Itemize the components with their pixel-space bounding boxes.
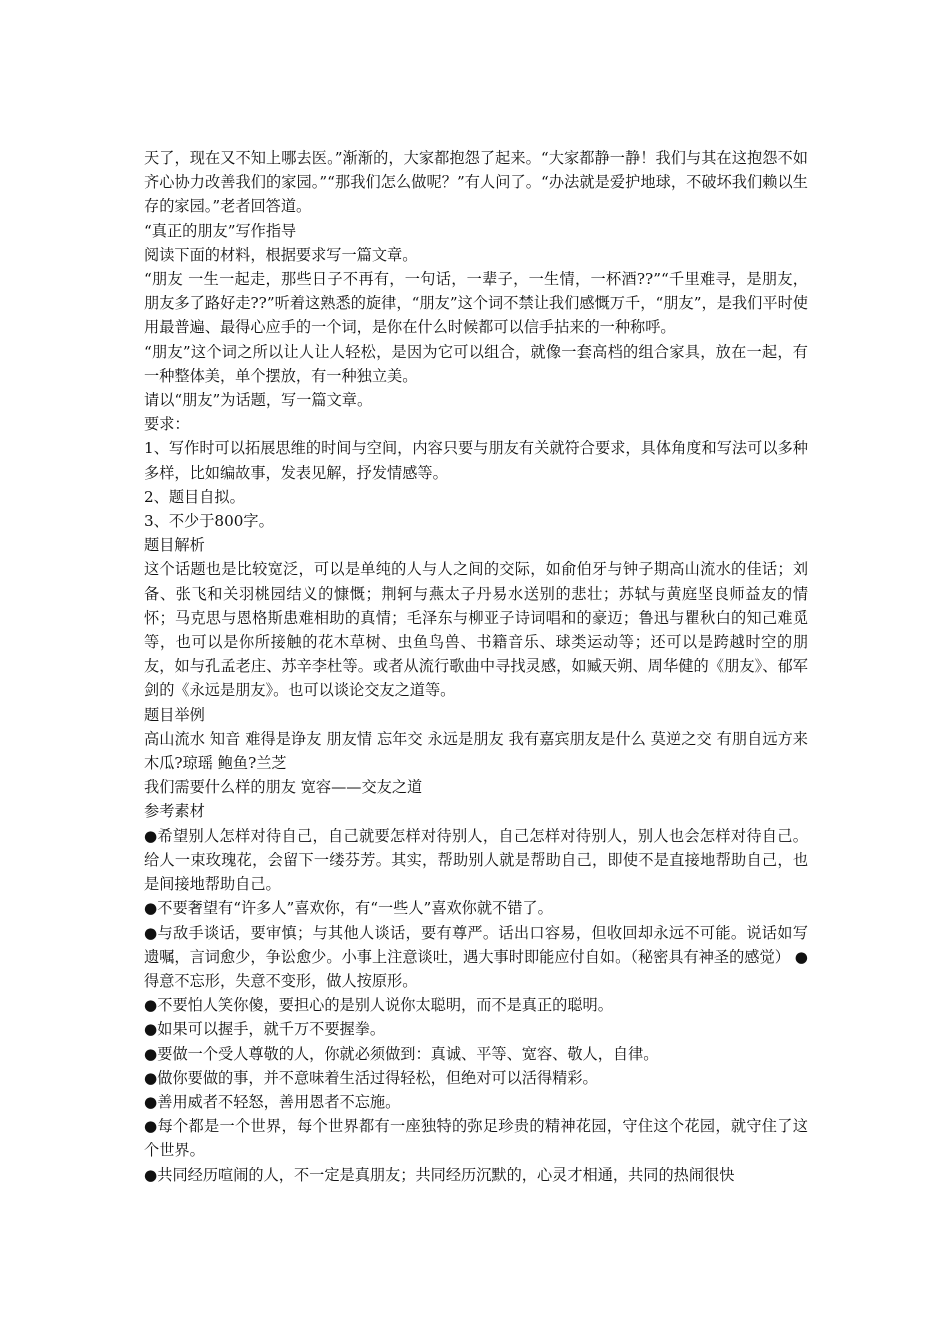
list-item: ●要做一个受人尊敬的人，你就必须做到：真诚、平等、宽容、敬人，自律。	[144, 1044, 659, 1063]
paragraph: “朋友 一生一起走，那些日子不再有，一句话，一辈子，一生情，一杯酒??”“千里难寻，是朋友，朋友多了路好走??”听着这熟悉的旋律，“朋友”这个词不禁让我们感慨万千，“朋友”，是我们平时使用最普遍、最得心应手的一个词，是你在什么时候都可以信手拈来的一种称呼。	[144, 270, 808, 337]
list-item: ●善用威者不轻怒，善用恩者不忘施。	[144, 1092, 401, 1111]
list-item: ●希望别人怎样对待自己，自己就要怎样对待别人，自己怎样对待别人，别人也会怎样对待自己。给人一束玫瑰花，会留下一缕芬芳。其实，帮助别人就是帮助自己，即使不是直接地帮助自己，也是间接地帮助自己。	[144, 826, 808, 894]
list-item: ●共同经历喧闹的人，不一定是真朋友；共同经历沉默的，心灵才相通，共同的热闹很快	[144, 1165, 735, 1184]
list-item: ●不要怕人笑你傻，要担心的是别人说你太聪明，而不是真正的聪明。	[144, 996, 613, 1015]
list-item: ●如果可以握手，就千万不要握拳。	[144, 1020, 386, 1039]
paragraph: “朋友”这个词之所以让人让人轻松，是因为它可以组合，就像一套高档的组合家具，放在一起，有一种整体美，单个摆放，有一种独立美。	[144, 342, 808, 385]
section-heading: 题目解析	[144, 536, 205, 555]
paragraph: 阅读下面的材料，根据要求写一篇文章。	[144, 245, 418, 264]
list-item: 3、不少于800字。	[144, 512, 274, 531]
paragraph: 这个话题也是比较宽泛，可以是单纯的人与人之间的交际，如俞伯牙与钟子期高山流水的佳话；刘备、张飞和关羽桃园结义的慷慨；荆轲与燕太子丹易水送别的悲壮；苏轼与黄庭坚良师益友的情怀；马克思与恩格斯患难相助的真情；毛泽东与柳亚子诗词唱和的豪迈；鲁迅与瞿秋白的知己难觅等，也可以是你所接触的花木草树、虫鱼鸟兽、书籍音乐、球类运动等；还可以是跨越时空的朋友，如与孔孟老庄、苏辛李杜等。或者从流行歌曲中寻找灵感，如臧天朔、周华健的《朋友》、郁军剑的《永远是朋友》。也可以谈论交友之道等。	[144, 560, 808, 700]
paragraph: 请以“朋友”为话题，写一篇文章。	[144, 391, 373, 410]
section-heading: “真正的朋友”写作指导	[144, 221, 297, 240]
paragraph: 要求：	[144, 415, 190, 434]
section-heading: 参考素材	[144, 802, 205, 821]
list-item: ●与敌手谈话，要审慎；与其他人谈话，要有尊严。话出口容易，但收回却永远不可能。说话如写遗嘱，言词愈少，争讼愈少。小事上注意谈吐，遇大事时即能应付自如。（秘密具有神圣的感觉） ●得意不忘形，失意不变形，做人按原形。	[144, 923, 808, 990]
paragraph: 我们需要什么样的朋友 宽容——交友之道	[144, 778, 423, 797]
paragraph: 高山流水 知音 难得是诤友 朋友情 忘年交 永远是朋友 我有嘉宾朋友是什么 莫逆之交 有朋自远方来 木瓜?琼瑶 鲍鱼?兰芝	[144, 729, 808, 773]
list-item: ●做你要做的事，并不意味着生活过得轻松，但绝对可以活得精彩。	[144, 1068, 598, 1087]
list-item: ●不要奢望有“许多人”喜欢你，有“一些人”喜欢你就不错了。	[144, 899, 553, 918]
list-item: 2、题目自拟。	[144, 487, 245, 506]
list-item: ●每个都是一个世界，每个世界都有一座独特的弥足珍贵的精神花园，守住这个花园，就守住了这个世界。	[144, 1117, 808, 1160]
paragraph: 天了，现在又不知上哪去医。”渐渐的，大家都抱怨了起来。“大家都静一静！我们与其在这抱怨不如齐心协力改善我们的家园。”“那我们怎么做呢？”有人问了。“办法就是爱护地球，不破坏我们赖以生存的家园。”老者回答道。	[144, 149, 808, 216]
list-item: 1、写作时可以拓展思维的时间与空间，内容只要与朋友有关就符合要求，具体角度和写法可以多种多样，比如编故事，发表见解，抒发情感等。	[144, 439, 808, 482]
section-heading: 题目举例	[144, 705, 205, 724]
document-page	[144, 146, 808, 1187]
